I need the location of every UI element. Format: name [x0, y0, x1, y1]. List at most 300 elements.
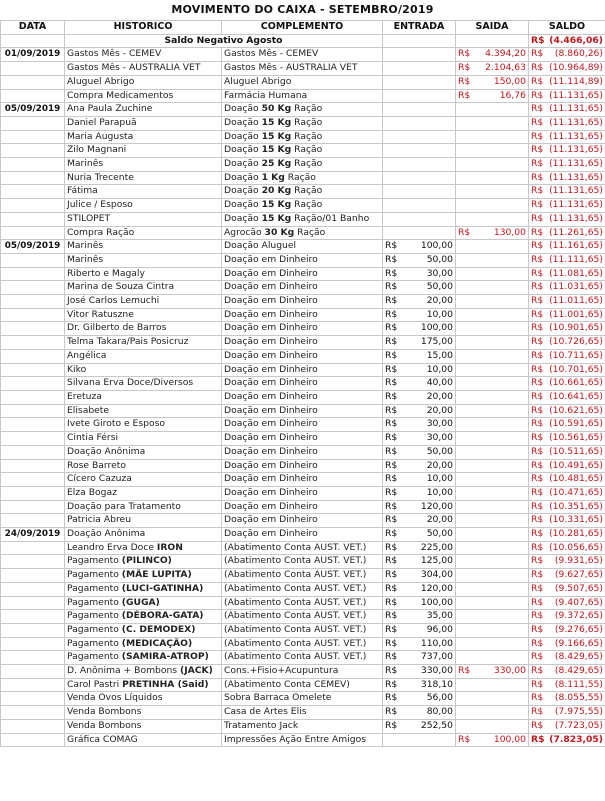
- entrada-cell: [383, 48, 456, 62]
- saldo-cell: [529, 418, 605, 432]
- currency-symbol: R$: [385, 706, 398, 718]
- entrada-cell: [383, 418, 456, 432]
- currency-symbol: R$: [531, 473, 544, 485]
- entrada-cell: [383, 308, 456, 322]
- saldo-cell: [529, 432, 605, 446]
- currency-symbol: R$: [385, 610, 398, 622]
- historico-highlight: (C. DEMODEX): [121, 623, 196, 635]
- currency-symbol: R$: [531, 541, 544, 553]
- currency-symbol: R$: [385, 596, 398, 608]
- currency-symbol: R$: [385, 514, 398, 526]
- column-header-saldo: SALDO: [529, 21, 605, 35]
- historico-cell: [65, 582, 222, 596]
- currency-symbol: R$: [385, 377, 398, 389]
- saldo-cell-value: (7.823,05): [549, 733, 603, 745]
- complemento-text: (Abatimento Conta AUST. VET.): [224, 637, 367, 649]
- saldo-cell-value: (10.491,65): [549, 459, 603, 471]
- complemento-cell: [222, 459, 383, 473]
- complemento-text: Agrocão: [224, 226, 265, 238]
- complemento-cell: [222, 528, 383, 542]
- historico-text: Rose Barreto: [67, 459, 126, 471]
- ledger-row: [1, 89, 605, 103]
- historico-cell: [65, 665, 222, 679]
- complemento-cell: [222, 719, 383, 733]
- complemento-text: Doação em Dinheiro: [224, 459, 318, 471]
- complemento-cell: [222, 377, 383, 391]
- saldo-cell-value: (10.561,65): [549, 432, 603, 444]
- saldo-cell: [529, 116, 605, 130]
- historico-cell: [65, 75, 222, 89]
- saldo-cell-value: (11.114,89): [549, 75, 603, 87]
- saida-cell: [456, 719, 529, 733]
- complemento-text: Doação: [224, 116, 262, 128]
- historico-cell: [65, 555, 222, 569]
- historico-cell: [65, 418, 222, 432]
- saida-cell: [456, 295, 529, 309]
- saldo-cell: [529, 555, 605, 569]
- ledger-row: [1, 596, 605, 610]
- date-cell: 05/09/2019: [1, 240, 65, 254]
- date-cell: [1, 158, 65, 172]
- historico-text: Riberto e Magaly: [67, 267, 145, 279]
- saldo-cell: [529, 322, 605, 336]
- saldo-cell: [529, 459, 605, 473]
- date-cell: [1, 404, 65, 418]
- entrada-cell: [383, 144, 456, 158]
- complemento-cell: [222, 473, 383, 487]
- entrada-cell-value: 15,00: [426, 349, 453, 361]
- historico-text: Venda Ovos Líquidos: [67, 692, 163, 704]
- historico-text: Pagamento: [67, 651, 122, 663]
- saldo-cell: [529, 144, 605, 158]
- entrada-cell: [383, 445, 456, 459]
- saldo-cell-value: (8.111,55): [554, 678, 603, 690]
- complemento-cell: [222, 569, 383, 583]
- historico-text: Patricia Abreu: [67, 514, 132, 526]
- saldo-cell-value: (10.591,65): [549, 418, 603, 430]
- currency-symbol: R$: [385, 528, 398, 540]
- historico-cell: [65, 473, 222, 487]
- currency-symbol: R$: [385, 295, 398, 307]
- saida-cell: [456, 678, 529, 692]
- column-header-saida: SAIDA: [456, 21, 529, 35]
- ledger-row: [1, 295, 605, 309]
- entrada-cell-value: 100,00: [420, 240, 453, 252]
- complemento-cell: [222, 75, 383, 89]
- complemento-text: Tratamento Jack: [224, 719, 299, 731]
- saida-cell-value: 16,76: [499, 89, 526, 101]
- complemento-quantity: 25 Kg: [261, 158, 292, 170]
- saldo-cell-value: (10.351,65): [549, 500, 603, 512]
- historico-text: Fátima: [67, 185, 98, 197]
- currency-symbol: R$: [531, 75, 544, 87]
- complemento-cell: [222, 144, 383, 158]
- complemento-cell: [222, 158, 383, 172]
- opening-balance-label: Saldo Negativo Agosto: [65, 34, 383, 48]
- complemento-cell: [222, 500, 383, 514]
- historico-cell: [65, 610, 222, 624]
- ledger-row: [1, 158, 605, 172]
- historico-cell: [65, 89, 222, 103]
- currency-symbol: R$: [531, 651, 544, 663]
- historico-highlight: (MEDICAÇÃO): [121, 637, 193, 649]
- currency-symbol: R$: [531, 253, 544, 265]
- entrada-cell-value: 100,00: [420, 596, 453, 608]
- entrada-cell: [383, 596, 456, 610]
- entrada-cell-value: 50,00: [426, 445, 453, 457]
- complemento-suffix: Ração/01 Banho: [291, 212, 370, 224]
- date-cell: [1, 349, 65, 363]
- entrada-cell: [383, 253, 456, 267]
- complemento-text: Doação em Dinheiro: [224, 514, 318, 526]
- currency-symbol: R$: [385, 445, 398, 457]
- entrada-cell: [383, 473, 456, 487]
- saldo-cell-value: (9.276,65): [554, 623, 603, 635]
- complemento-quantity: 15 Kg: [261, 212, 292, 224]
- entrada-cell: [383, 199, 456, 213]
- complemento-text: Doação: [224, 171, 262, 183]
- currency-symbol: R$: [458, 665, 471, 677]
- entrada-cell: [383, 459, 456, 473]
- ledger-row: [1, 623, 605, 637]
- date-cell: [1, 637, 65, 651]
- saldo-cell-value: (8.429,65): [554, 651, 603, 663]
- saida-cell: [456, 569, 529, 583]
- currency-symbol: R$: [531, 486, 544, 498]
- date-cell: [1, 322, 65, 336]
- complemento-text: Doação em Dinheiro: [224, 295, 318, 307]
- entrada-cell: [383, 116, 456, 130]
- entrada-cell-value: 40,00: [426, 377, 453, 389]
- saida-cell: [456, 185, 529, 199]
- column-header-data: DATA: [1, 21, 65, 35]
- historico-text: Gastos Mês - AUSTRALIA VET: [67, 62, 201, 74]
- date-cell: [1, 62, 65, 76]
- complemento-text: Sobra Barraca Omelete: [224, 692, 332, 704]
- historico-text: Doação Anônima: [67, 445, 146, 457]
- historico-cell: [65, 719, 222, 733]
- ledger-row: [1, 569, 605, 583]
- complemento-text: (Abatimento Conta AUST. VET.): [224, 610, 367, 622]
- complemento-text: (Abatimento Conta CEMEV): [224, 678, 350, 690]
- saida-cell: [456, 500, 529, 514]
- currency-symbol: R$: [385, 651, 398, 663]
- historico-cell: [65, 199, 222, 213]
- currency-symbol: R$: [531, 240, 544, 252]
- date-cell: [1, 719, 65, 733]
- cash-ledger-table: [0, 20, 605, 747]
- saldo-cell-value: (11.131,65): [549, 89, 603, 101]
- ledger-row: [1, 582, 605, 596]
- saldo-cell: [529, 171, 605, 185]
- historico-cell: [65, 377, 222, 391]
- complemento-text: Doação em Dinheiro: [224, 486, 318, 498]
- saldo-cell: [529, 528, 605, 542]
- complemento-cell: [222, 171, 383, 185]
- historico-cell: [65, 733, 222, 747]
- currency-symbol: R$: [531, 582, 544, 594]
- ledger-row: [1, 281, 605, 295]
- opening-balance-value: (4.466,06): [549, 34, 603, 46]
- saida-cell: [456, 103, 529, 117]
- saida-cell: [456, 390, 529, 404]
- saldo-cell: [529, 390, 605, 404]
- complemento-text: Doação: [224, 158, 262, 170]
- ledger-row: [1, 171, 605, 185]
- saida-cell: [456, 267, 529, 281]
- saida-cell-value: 130,00: [493, 226, 526, 238]
- complemento-cell: [222, 623, 383, 637]
- historico-text: Pagamento: [67, 569, 122, 581]
- date-cell: [1, 199, 65, 213]
- ledger-row: [1, 48, 605, 62]
- complemento-cell: [222, 240, 383, 254]
- entrada-cell-value: 330,00: [420, 665, 453, 677]
- saldo-cell: [529, 500, 605, 514]
- historico-highlight: PRETINHA (Said): [122, 678, 209, 690]
- saida-cell: [456, 445, 529, 459]
- complemento-text: Doação em Dinheiro: [224, 308, 318, 320]
- saldo-cell: [529, 267, 605, 281]
- historico-cell: [65, 514, 222, 528]
- complemento-text: Gastos Mês - AUSTRALIA VET: [224, 62, 358, 74]
- entrada-cell-value: 10,00: [426, 308, 453, 320]
- currency-symbol: R$: [531, 500, 544, 512]
- complemento-suffix: Ração: [291, 199, 323, 211]
- opening-balance-row: [1, 34, 605, 48]
- saldo-cell: [529, 651, 605, 665]
- currency-symbol: R$: [531, 336, 544, 348]
- saldo-cell-value: (10.901,65): [549, 322, 603, 334]
- entrada-cell-value: 50,00: [426, 253, 453, 265]
- currency-symbol: R$: [385, 541, 398, 553]
- currency-symbol: R$: [531, 116, 544, 128]
- saldo-cell-value: (10.701,65): [549, 363, 603, 375]
- currency-symbol: R$: [531, 390, 544, 402]
- ledger-row: [1, 308, 605, 322]
- complemento-cell: [222, 363, 383, 377]
- complemento-quantity: 1 Kg: [261, 171, 285, 183]
- currency-symbol: R$: [531, 89, 544, 101]
- date-cell: [1, 610, 65, 624]
- entrada-cell: [383, 158, 456, 172]
- entrada-cell: [383, 637, 456, 651]
- date-cell: [1, 445, 65, 459]
- complemento-text: Farmácia Humana: [224, 89, 308, 101]
- historico-text: Marinês: [67, 253, 104, 265]
- saldo-cell: [529, 623, 605, 637]
- complemento-quantity: 15 Kg: [261, 116, 292, 128]
- historico-highlight: (DÉBORA-GATA): [121, 610, 204, 622]
- currency-symbol: R$: [385, 418, 398, 430]
- complemento-text: Doação em Dinheiro: [224, 281, 318, 293]
- ledger-row: [1, 637, 605, 651]
- complemento-cell: [222, 336, 383, 350]
- saldo-cell-value: (11.011,65): [549, 295, 603, 307]
- saldo-cell-value: (10.481,65): [549, 473, 603, 485]
- currency-symbol: R$: [531, 363, 544, 375]
- currency-symbol: R$: [458, 226, 471, 238]
- currency-symbol: R$: [385, 363, 398, 375]
- saldo-cell: [529, 445, 605, 459]
- complemento-text: Doação em Dinheiro: [224, 349, 318, 361]
- entrada-cell-value: 318,10: [420, 678, 453, 690]
- historico-text: Ivete Giroto e Esposo: [67, 418, 166, 430]
- currency-symbol: R$: [385, 390, 398, 402]
- saida-cell: [456, 253, 529, 267]
- date-cell: 24/09/2019: [1, 528, 65, 542]
- historico-cell: [65, 596, 222, 610]
- complemento-quantity: 15 Kg: [261, 130, 292, 142]
- date-cell: [1, 253, 65, 267]
- complemento-text: Doação: [224, 199, 262, 211]
- currency-symbol: R$: [385, 678, 398, 690]
- ledger-row: [1, 432, 605, 446]
- entrada-cell: [383, 719, 456, 733]
- saida-cell: [456, 212, 529, 226]
- saida-cell: [456, 171, 529, 185]
- ledger-row: [1, 692, 605, 706]
- entrada-cell: [383, 623, 456, 637]
- historico-highlight: (GUGA): [121, 596, 160, 608]
- currency-symbol: R$: [531, 62, 544, 74]
- saldo-cell: [529, 212, 605, 226]
- date-cell: [1, 473, 65, 487]
- historico-cell: [65, 404, 222, 418]
- complemento-cell: [222, 665, 383, 679]
- saida-cell: [456, 486, 529, 500]
- ledger-row: [1, 199, 605, 213]
- currency-symbol: R$: [385, 719, 398, 731]
- ledger-row: [1, 651, 605, 665]
- entrada-cell-value: 50,00: [426, 528, 453, 540]
- complemento-suffix: Ração: [291, 130, 323, 142]
- saldo-cell-value: (11.131,65): [549, 185, 603, 197]
- ledger-row: [1, 719, 605, 733]
- saldo-cell-value: (10.281,65): [549, 528, 603, 540]
- entrada-cell-value: 20,00: [426, 459, 453, 471]
- date-cell: [1, 171, 65, 185]
- currency-symbol: R$: [458, 62, 471, 74]
- saldo-cell: [529, 75, 605, 89]
- complemento-text: Doação em Dinheiro: [224, 445, 318, 457]
- entrada-cell-value: 120,00: [420, 582, 453, 594]
- complemento-quantity: 50 Kg: [261, 103, 292, 115]
- ledger-row: [1, 103, 605, 117]
- currency-symbol: R$: [531, 637, 544, 649]
- entrada-cell: [383, 432, 456, 446]
- entrada-cell: [383, 322, 456, 336]
- saldo-cell: [529, 733, 605, 747]
- saldo-cell-value: (10.331,65): [549, 514, 603, 526]
- saldo-cell-value: (10.726,65): [549, 336, 603, 348]
- saldo-cell-value: (8.860,26): [554, 48, 603, 60]
- complemento-cell: [222, 390, 383, 404]
- date-cell: [1, 514, 65, 528]
- saldo-cell: [529, 706, 605, 720]
- historico-text: Cintia Férsi: [67, 432, 119, 444]
- currency-symbol: R$: [531, 555, 544, 567]
- currency-symbol: R$: [531, 528, 544, 540]
- saldo-cell-value: (9.166,65): [554, 637, 603, 649]
- date-cell: [1, 116, 65, 130]
- currency-symbol: R$: [531, 308, 544, 320]
- saldo-cell-value: (10.056,65): [549, 541, 603, 553]
- date-cell: [1, 651, 65, 665]
- saldo-cell-value: (11.131,65): [549, 144, 603, 156]
- date-cell: 05/09/2019: [1, 103, 65, 117]
- historico-cell: [65, 103, 222, 117]
- currency-symbol: R$: [531, 226, 544, 238]
- complemento-suffix: Ração: [291, 158, 323, 170]
- complemento-text: (Abatimento Conta AUST. VET.): [224, 582, 367, 594]
- saldo-cell: [529, 404, 605, 418]
- complemento-suffix: Ração: [291, 144, 323, 156]
- historico-text: Doação Anônima: [67, 528, 146, 540]
- column-header-entrada: ENTRADA: [383, 21, 456, 35]
- entrada-cell: [383, 390, 456, 404]
- entrada-cell: [383, 692, 456, 706]
- complemento-cell: [222, 116, 383, 130]
- entrada-cell: [383, 486, 456, 500]
- historico-cell: [65, 158, 222, 172]
- historico-cell: [65, 212, 222, 226]
- saida-cell-value: 2.104,63: [485, 62, 526, 74]
- complemento-cell: [222, 637, 383, 651]
- ledger-row: [1, 322, 605, 336]
- entrada-cell: [383, 582, 456, 596]
- currency-symbol: R$: [531, 445, 544, 457]
- historico-cell: [65, 226, 222, 240]
- entrada-cell: [383, 212, 456, 226]
- complemento-quantity: 15 Kg: [261, 144, 292, 156]
- date-cell: 01/09/2019: [1, 48, 65, 62]
- saida-cell: [456, 281, 529, 295]
- historico-cell: [65, 528, 222, 542]
- complemento-cell: [222, 692, 383, 706]
- complemento-text: Gastos Mês - CEMEV: [224, 48, 319, 60]
- currency-symbol: R$: [385, 281, 398, 293]
- complemento-text: Doação em Dinheiro: [224, 267, 318, 279]
- saldo-cell: [529, 308, 605, 322]
- historico-text: José Carlos Lemuchi: [67, 295, 160, 307]
- historico-cell: [65, 623, 222, 637]
- historico-text: Zilo Magnani: [67, 144, 127, 156]
- saldo-cell-value: (10.471,65): [549, 486, 603, 498]
- saida-cell: [456, 528, 529, 542]
- saldo-cell-value: (11.001,65): [549, 308, 603, 320]
- entrada-cell: [383, 226, 456, 240]
- date-cell: [1, 144, 65, 158]
- complemento-cell: [222, 582, 383, 596]
- historico-highlight: (LUCI-GATINHA): [121, 582, 204, 594]
- entrada-cell: [383, 610, 456, 624]
- historico-cell: [65, 678, 222, 692]
- entrada-cell-value: 96,00: [426, 623, 453, 635]
- currency-symbol: R$: [531, 719, 544, 731]
- saida-cell: [456, 459, 529, 473]
- date-cell: [1, 678, 65, 692]
- date-cell: [1, 418, 65, 432]
- entrada-cell: [383, 514, 456, 528]
- historico-text: Kiko: [67, 363, 87, 375]
- historico-highlight: (MÃE LUPITA): [121, 569, 192, 581]
- entrada-cell: [383, 528, 456, 542]
- historico-cell: [65, 541, 222, 555]
- complemento-cell: [222, 267, 383, 281]
- historico-cell: [65, 445, 222, 459]
- saida-cell-value: 100,00: [493, 733, 526, 745]
